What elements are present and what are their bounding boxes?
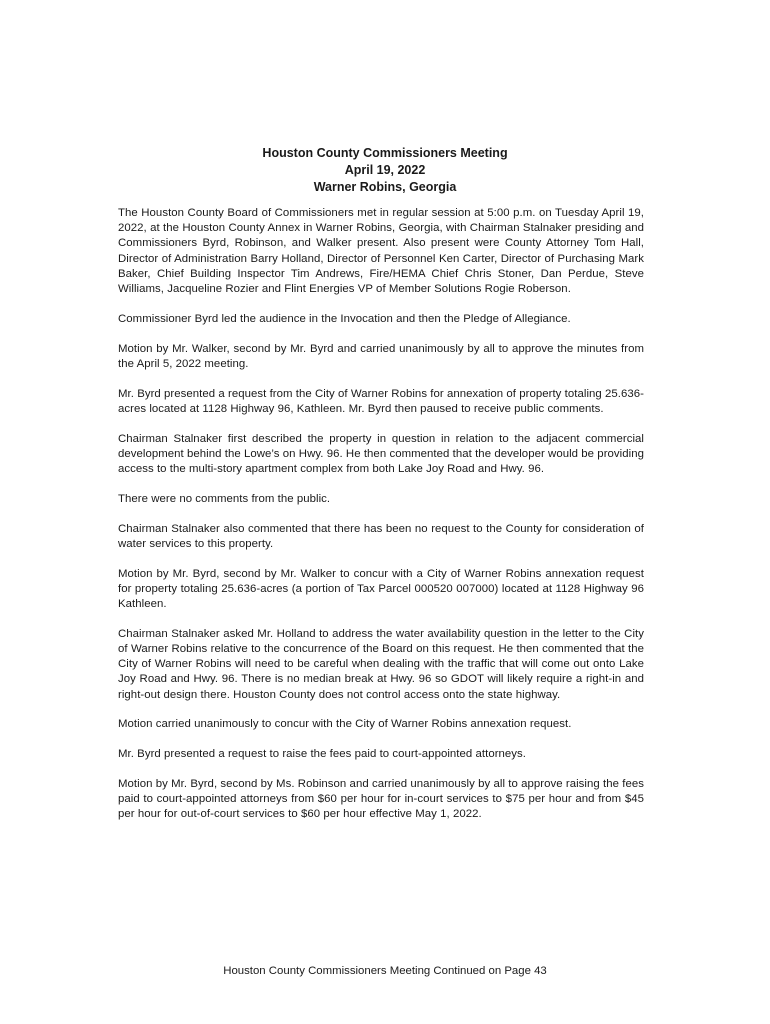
paragraph-annexation-motion: Motion by Mr. Byrd, second by Mr. Walker to concur with a City of Warner Robins annexation request for property totaling 25.636-acres (a portion of Tax Parcel 000520 007000) located at 1128 Highway 96 Kathleen. [118, 567, 644, 611]
page-footer: Houston County Commissioners Meeting Continued on Page 43 [223, 965, 547, 977]
paragraph-water-availability: Chairman Stalnaker asked Mr. Holland to address the water availability question in the letter to the City of Warner Robins relative to the concurrence of the Board on this request. He then commented that the City of Warner Robins will need to be careful when dealing with the traffic that will come out onto Lake Joy Road and Hwy. 96. There is no median break at Hwy. 96 so GDOT will likely require a right-in and right-out design there. Houston County does not control access onto the state highway. [118, 627, 644, 701]
meeting-location: Warner Robins, Georgia [313, 180, 457, 194]
paragraph-water-services: Chairman Stalnaker also commented that there has been no request to the County for consideration of water services to this property. [118, 522, 644, 550]
document-header [0, 145, 770, 196]
paragraph-attorney-fees-motion: Motion by Mr. Byrd, second by Ms. Robinson and carried unanimously by all to approve raising the fees paid to court-appointed attorneys from $60 per hour for in-court services to $75 per hour and from $45 per hour for out-of-court services to $60 per hour effective May 1, 2022. [118, 778, 644, 821]
paragraph-annexation-request: Mr. Byrd presented a request from the City of Warner Robins for annexation of property totaling 25.636-acres located at 1128 Highway 96, Kathleen. Mr. Byrd then paused to receive public comments. [118, 387, 644, 415]
meeting-title: Houston County Commissioners Meeting [262, 146, 508, 160]
paragraph-motion-carried: Motion carried unanimously to concur with the City of Warner Robins annexation request. [118, 718, 572, 731]
minutes-body [118, 206, 644, 837]
paragraph-property-description: Chairman Stalnaker first described the property in question in relation to the adjacent commercial development behind the Lowe’s on Hwy. 96. He then commented that the developer would be providing access to the multi-story apartment complex from both Lake Joy Road and Hwy. 96. [118, 432, 644, 476]
meeting-date: April 19, 2022 [344, 163, 426, 177]
paragraph-public-comments: There were no comments from the public. [118, 492, 331, 505]
paragraph-attorney-fees-request: Mr. Byrd presented a request to raise the fees paid to court-appointed attorneys. [118, 748, 527, 761]
paragraph-minutes-approval: Motion by Mr. Walker, second by Mr. Byrd and carried unanimously by all to approve the minutes from the April 5, 2022 meeting. [118, 342, 644, 370]
paragraph-invocation: Commissioner Byrd led the audience in the Invocation and then the Pledge of Allegiance. [118, 312, 571, 325]
paragraph-attendance: The Houston County Board of Commissioners met in regular session at 5:00 p.m. on Tuesday April 19, 2022, at the Houston County Annex in Warner Robins, Georgia, with Chairman Stalnaker presiding and Commissioners Byrd, Robinson, and Walker present. Also present were County Attorney Tom Hall, Director of Administration Barry Holland, Director of Personnel Ken Carter, Director of Purchasing Mark Baker, Chief Building Inspector Tim Andrews, Fire/HEMA Chief Chris Stoner, Dan Perdue, Steve Williams, Jacqueline Rozier and Flint Energies VP of Member Solutions Rogie Roberson. [118, 207, 644, 296]
